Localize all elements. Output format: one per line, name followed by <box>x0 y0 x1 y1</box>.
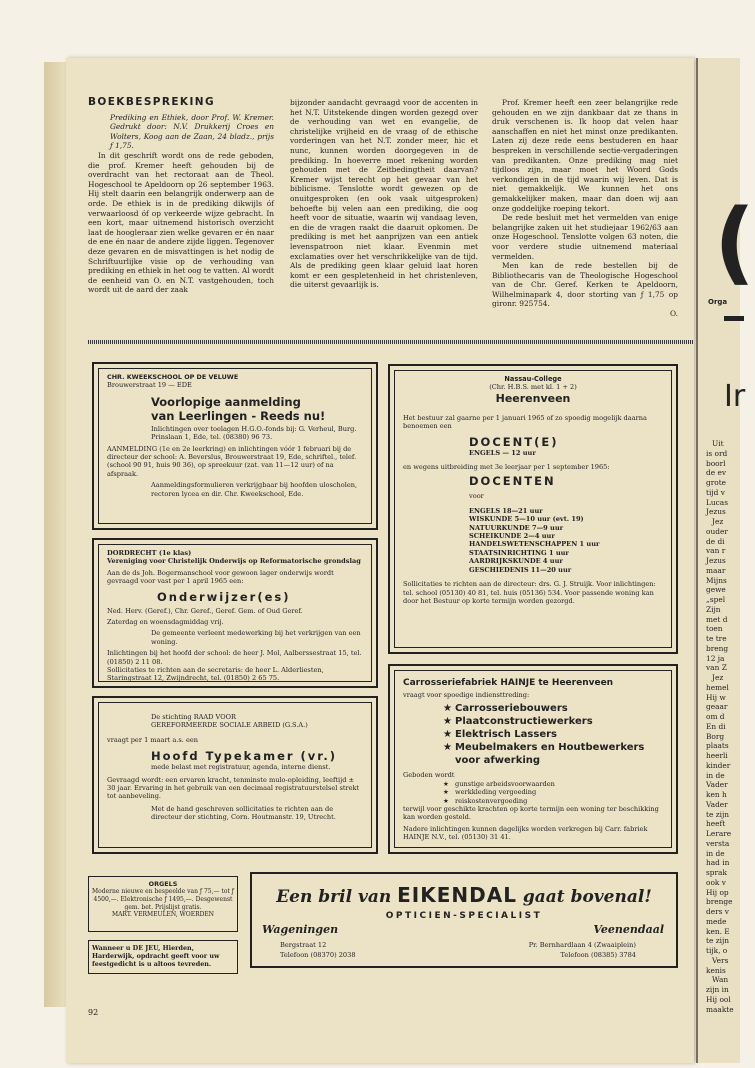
review-column-1 <box>88 98 274 295</box>
ad-intro2: en wegens uitbreiding met 3e leerjaar per 1 september 1965: <box>403 463 610 472</box>
ad-dordrecht <box>92 538 378 688</box>
text-line: Hij w <box>706 692 726 702</box>
text-line: Jez <box>712 517 724 526</box>
review-column-2 <box>290 98 478 290</box>
masthead-letter: ( <box>714 190 755 295</box>
ad-name: MART. VERMEULEN, WOERDEN <box>111 911 215 919</box>
text-line: Borg <box>706 731 725 741</box>
ad-apply: Met de hand geschreven sollicitaties te richten aan de directeur der stichting, Corn. Houtmanstr. 19, Utrecht. <box>151 804 336 822</box>
text-line: grote <box>706 478 727 487</box>
ad-contact: Nadere inlichtingen kunnen dagelijks worden verkregen bij Carr. fabriek HAINJE N.V., tel. (05130) 31 41. <box>403 824 648 842</box>
text-line: breng <box>706 643 729 653</box>
ad-info: Inlichtingen bij het hoofd der school: de heer J. Mol, Aalberssestraat 15, tel. (01850) 2 11 08. <box>107 649 362 666</box>
text-line: kenis <box>706 965 726 975</box>
review-paragraph: Men kan de rede bestellen bij de Bibliothecaris van de Theologische Hogeschool van de Chr. Geref. Kerken te Apeldoorn, Wilhelminapark 4, door storting van ƒ 1,75 op gironr. 925754. <box>492 261 678 309</box>
star-icon: ★ <box>443 716 452 728</box>
review-paragraph: Prof. Kremer heeft een zeer belangrijke rede gehouden en we zijn dankbaar dat ze thans in druk verschenen is. Ik hoop dat velen haar aanschaffen en niet het minst onze predikanten. Laten zij deze rede eens bestuderen en haar bespreken in verschillende sectie-vergaderingen van predikanten. Onze prediking mag niet tijdloos zijn, maar moet het Woord Gods verkondigen in de tijd waarin wij leven. Dat is niet gemakkelijk. We kunnen het ons gemakkelijker maken, maar dan doen wij aan onze goddelijke roeping tekort. <box>492 98 678 213</box>
star-icon: ★ <box>443 779 449 788</box>
text-line: maakte <box>706 1004 734 1014</box>
text-line: 12 ja <box>706 653 725 663</box>
ad-address: Pr. Bernhardlaan 4 (Zwaaiplein) <box>528 941 636 949</box>
review-column-3 <box>492 98 678 319</box>
text-line: maar <box>706 565 726 575</box>
text-line: is ord <box>706 448 728 458</box>
text-line: „spel <box>706 595 726 604</box>
ad-city: Veenendaal <box>593 923 664 936</box>
ad-apply: Sollicitaties te richten aan de secretaris: de heer L. Alderliesten, Staringstraat 12, Zwijndrecht, tel. (01850) 2 65 75. <box>107 666 324 683</box>
text-line: Zijn <box>706 604 721 614</box>
text-line: Lucas <box>706 497 729 507</box>
text-line: van r <box>706 546 726 556</box>
text-line: had in <box>706 858 730 868</box>
ad-intro: vraagt voor spoedige indiensttreding: <box>403 691 530 699</box>
ad-engels: ENGELS — 12 uur <box>469 448 536 457</box>
ad-sub: OPTICIEN-SPECIALIST <box>385 911 543 921</box>
text-line: Wan <box>712 975 729 985</box>
text-line: Vader <box>706 780 728 790</box>
star-icon: ★ <box>443 703 452 715</box>
text-line: mede <box>706 916 727 926</box>
job-item: ★ Elektrisch Lassers <box>443 729 558 741</box>
ad-address: Brouwerstraat 19 — EDE <box>107 381 192 390</box>
ad-docent: DOCENT(E) <box>469 434 559 449</box>
text-line: Hij ool <box>706 994 731 1004</box>
ad-hainje <box>388 664 678 854</box>
text-line: ders v <box>706 907 729 916</box>
text-line: van Z <box>706 663 727 673</box>
ad-housing: terwijl voor geschikte krachten op korte termijn een woning ter beschikking kan worden gesteld. <box>403 805 659 822</box>
ad-housing: De gemeente verleent medewerking bij het verkrijgen van een woning. <box>151 629 361 646</box>
text-line: Jezus <box>706 556 726 565</box>
text-line: heeft <box>706 819 726 829</box>
star-icon: ★ <box>443 742 452 754</box>
ad-slogan: Een bril van EIKENDAL gaat bovenal! <box>276 883 652 907</box>
ad-org: Vereniging voor Christelijk Onderwijs op Reformatorische grondslag <box>107 557 361 566</box>
text-line: te tre <box>706 634 727 643</box>
text-line: de ev <box>706 468 727 478</box>
text-line: brenge <box>706 897 733 907</box>
ad-title: Onderwijzer(es) <box>157 589 291 604</box>
text-line: Vader <box>706 799 728 809</box>
ad-docenten: DOCENTEN <box>469 474 556 489</box>
text-line: gewe <box>706 585 726 595</box>
ad-intro: Aan de ds Joh. Bogermanschool voor gewoon lager onderwijs wordt gevraagd voor vast per 1 april 1965 een: <box>107 568 334 586</box>
ad-address: Bergstraat 12 <box>280 941 327 949</box>
text-line: ken. E <box>706 926 730 936</box>
ad-dejeu <box>88 940 238 974</box>
text-line: Jezus <box>706 507 726 517</box>
section-divider <box>88 340 694 344</box>
ad-offer: Geboden wordt <box>403 771 455 780</box>
text-line: te zijn <box>706 936 730 946</box>
text-line: Uit <box>712 439 724 448</box>
text-line: boorl <box>706 458 726 468</box>
review-book-info: Prediking en Ethiek, door Prof. W. Kremer. Gedrukt door: N.V. Drukkerij Croes en Wolters, Koog aan de Zaan, 24 bladz., prijs ƒ 1,75. <box>110 112 274 151</box>
benefit-item: ★ gunstige arbeidsvoorwaarden <box>443 779 555 788</box>
ad-days: Zaterdag en woensdagmiddag vrij. <box>107 618 224 627</box>
ad-body: AANMELDING (1e en 2e leerkring) en inlichtingen vóór 1 februari bij de directeur der school: A. Beverslus, Brouwerstraat 19, Ede, schriftel., telef. (school 90 91, huis 90 36), op spreekuur (zat. van 11—12 uur) of na afspraak. <box>107 444 357 478</box>
masthead-bar <box>724 316 744 321</box>
ad-intro: vraagt per 1 maart a.s. een <box>107 735 199 744</box>
text-line: plaats <box>706 741 729 751</box>
job-item: ★ Meubelmakers en Houtbewerkers <box>443 742 645 754</box>
review-paragraph: In dit geschrift wordt ons de rede geboden, die prof. Kremer heeft gehouden bij de overdracht van het rectoraat aan de Theol. Hogeschool te Apeldoorn op 26 september 1963. Hij stelt daarin een belangrijk onderwerp aan de orde. De ethiek is in de prediking dikwijls óf verwaarloosd óf op verkeerde wijze gebracht. In een kort, maar uitnemend historisch overzicht laat de hoogleraar zien welke gevaren er én naar de ene én naar de andere zijde liggen. Tegenover deze gevaren en de misvattingen is het nodig de Schriftuurlijke visie op de verhouding van prediking en ethiek in het oog te vatten. Al wordt de eenheid van O. en N.T. vastgehouden, toch wordt uit de aard der zaak <box>88 150 274 295</box>
ad-intro: Het bestuur zal gaarne per 1 januari 1965 of zo spoedig mogelijk daarna benoemen een <box>403 413 647 431</box>
subject-line: GESCHIEDENIS 11—20 uur <box>469 565 572 574</box>
ad-body: Wanneer u DE JEU, Hierden, Harderwijk, opdracht geeft voor uw feestgedicht is u altoos tevreden. <box>92 944 220 969</box>
text-line: de di <box>706 536 725 546</box>
subject-line: NATUURKUNDE 7—9 uur <box>469 523 564 532</box>
text-line: Vers <box>712 955 729 965</box>
ad-kweekschool <box>92 362 378 530</box>
review-paragraph: bijzonder aandacht gevraagd voor de accenten in het N.T. Uitstekende dingen worden gezegd over de verhouding van wet en evangelie, de christelijke vrijheid en de vraag of de ethische vorderingen van het N.T. zonder meer, hic et nunc, kunnen worden doorgegeven in de prediking. In hoeverre moet rekening worden gehouden met de Zeitbedingtheit daarvan? Kremer wijst terecht op het gevaar van het biblicisme. Tenslotte wordt gewezen op de onuitgesproken (en ook vaak uitgesproken) behoefte bij velen aan een prediking, die oog heeft voor de situatie, waarin wij vandaag leven, en die de vragen raakt die daaruit opkomen. De prediking is met het aanprijzen van een antiek levenspatroon niet klaar. Evenmin met exclamaties over het verschrikkelijke van de tijd. Als de prediking geen klaar geluid laat horen komt er een gespletenheid in het christenleven, die uiterst gevaarlijk is. <box>290 98 478 290</box>
subject-line: WISKUNDE 5—10 uur (evt. 19) <box>469 515 584 524</box>
ad-org: Nassau-College <box>504 375 562 383</box>
job-item: ★ Carrosseriebouwers <box>443 703 568 715</box>
ad-voor: voor <box>469 492 484 501</box>
ad-title: Hoofd Typekamer (vr.) <box>151 749 337 764</box>
page-edge-shadow <box>44 62 66 1007</box>
ad-gsa <box>92 696 378 854</box>
review-paragraph: De rede besluit met het vermelden van enige belangrijke zaken uit het studiejaar 1962/63 aan onze Hogeschool. Tenslotte volgen 63 noten, die voor verdere studie uitnemend materiaal vermelden. <box>492 213 678 261</box>
subject-line: HANDELSWETENSCHAPPEN 1 uur <box>469 540 600 549</box>
masthead-sub: Orga <box>708 298 728 306</box>
text-line: in de <box>706 848 725 858</box>
ad-nassau-college <box>388 364 678 654</box>
ad-eikendal <box>250 872 678 968</box>
ad-header: DORDRECHT (1e klas) <box>107 549 192 557</box>
text-line: met d <box>706 614 728 624</box>
job-item: voor afwerking <box>455 755 541 767</box>
ad-city: Wageningen <box>262 923 339 936</box>
text-line: tijd v <box>706 487 725 497</box>
ad-phone: Telefoon (08370) 2038 <box>280 951 356 959</box>
star-icon: ★ <box>443 788 449 797</box>
text-line: toen <box>706 624 723 634</box>
text-line: En di <box>706 721 726 731</box>
ad-info: Inlichtingen over toelagen H.G.O.-fonds bij: G. Verheul, Burg. Prinslaan 1, Ede, tel. (08380) 96 73. <box>151 424 357 442</box>
text-line: om d <box>706 712 725 721</box>
ad-org: GEREFORMEERDE SOCIALE ARBEID (G.S.A.) <box>151 721 308 730</box>
benefit-item: ★ reiskostenvergoeding <box>443 796 528 805</box>
subject-line: ENGELS 18—21 uur <box>469 506 543 515</box>
star-icon: ★ <box>443 796 449 805</box>
article-heading-letter: Ir <box>724 379 746 414</box>
ad-title: van Leerlingen - Reeds nu! <box>151 408 326 423</box>
star-icon: ★ <box>443 729 452 741</box>
text-line: versta <box>706 838 730 848</box>
ad-sub: (Chr. H.B.S. met kl. 1 + 2) <box>489 383 577 392</box>
text-line: ouder <box>706 526 728 536</box>
subject-line: AARDRIJKSKUNDE 4 uur <box>469 557 563 566</box>
ad-title: ORGELS <box>148 880 178 888</box>
text-line: zijn in <box>706 985 729 994</box>
adjacent-page <box>696 58 755 1063</box>
ad-title: Voorlopige aanmelding <box>151 394 301 409</box>
review-heading: BOEKBESPREKING <box>88 96 215 108</box>
benefit-item: ★ werkkleding vergoeding <box>443 788 537 797</box>
review-signature: O. <box>670 309 678 319</box>
ad-forms: Aanmeldingsformulieren verkrijgbaar bij hoofden uloscholen, rectoren lycea en dir. Chr. Kweekschool, Ede. <box>151 481 358 498</box>
ad-org: De stichting RAAD VOOR <box>151 713 236 721</box>
text-line: in de <box>706 770 725 780</box>
ad-req: Gevraagd wordt: een ervaren kracht, tenminste mulo-opleiding, leeftijd ± 30 jaar. Ervaring in het gebruik van een decimaal registratuurstelsel strekt tot aanbeveling. <box>107 775 360 801</box>
text-line: ook v <box>706 877 726 887</box>
ad-title: Carrosseriefabriek HAINJE te Heerenveen <box>403 678 614 688</box>
ad-phone: Telefoon (08385) 3784 <box>560 951 636 959</box>
text-line: geaar <box>706 702 728 712</box>
text-line: sprak <box>706 868 727 877</box>
ad-town: Heerenveen <box>495 391 571 405</box>
text-line: hemel <box>706 682 729 692</box>
ad-desc: mede belast met registratuur, agenda, interne dienst. <box>151 763 331 772</box>
text-line: Mijns <box>706 575 727 585</box>
text-line: ken h <box>706 790 727 799</box>
text-line: Jez <box>712 673 724 682</box>
text-line: te zijn <box>706 809 730 819</box>
page-number: 92 <box>88 1008 99 1017</box>
job-item: ★ Plaatconstructiewerkers <box>443 716 593 728</box>
text-line: heerli <box>706 751 728 760</box>
ad-body: Moderne nieuwe en bespeelde van ƒ 75,— tot ƒ 4500,—. Elektronische ƒ 1495,—. Desgewenst gem. bet. Prijslijst gratis. <box>92 888 234 911</box>
text-line: tijk, o <box>706 946 728 955</box>
subject-line: STAATSINRICHTING 1 uur <box>469 548 569 557</box>
text-line: kinder <box>706 760 731 770</box>
ad-contact: Sollicitaties te richten aan de directeur: drs. G. J. Struijk. Voor inlichtingen: tel. school (05130) 40 81, tel. huis (05136) 534. Voor passende woning kan door het Bestuur op korte termijn worden gezorgd. <box>403 580 656 605</box>
ad-denom: Ned. Herv. (Geref.), Chr. Geref., Geref. Gem. of Oud Geref. <box>107 606 303 615</box>
text-line: Lerare <box>706 829 732 838</box>
text-line: Hij op <box>706 887 729 897</box>
ad-orgels <box>88 876 238 932</box>
subject-line: SCHEIKUNDE 2—4 uur <box>469 532 555 541</box>
ad-org: CHR. KWEEKSCHOOL OP DE VELUWE <box>107 373 239 381</box>
